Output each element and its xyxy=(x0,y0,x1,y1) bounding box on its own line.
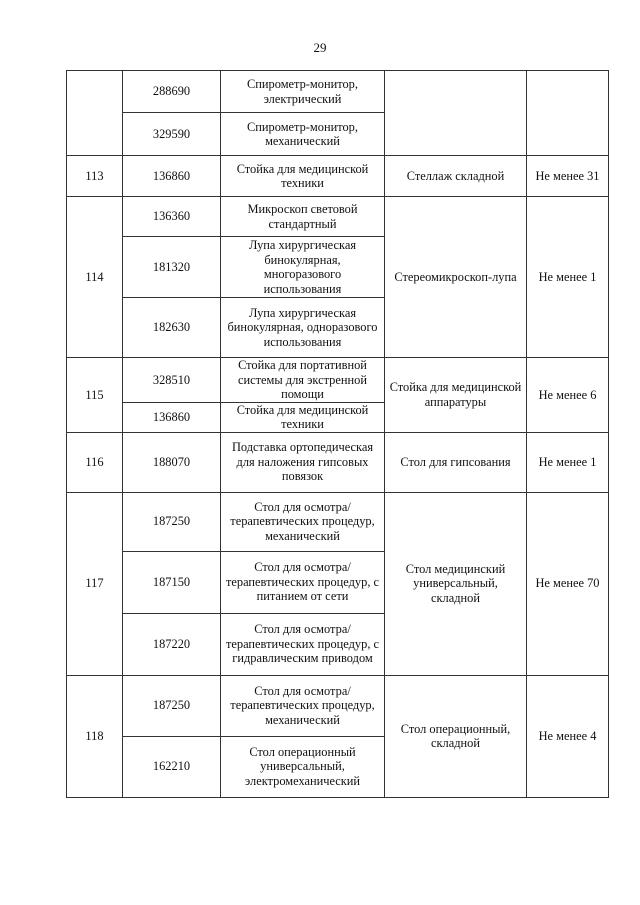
table-row xyxy=(67,675,609,736)
quantity-cell: Не менее 31 xyxy=(527,156,609,197)
equipment-cell: Стол медицинский универсальный, складной xyxy=(385,492,527,675)
device-name-cell: Спирометр-монитор, электрический xyxy=(221,71,385,113)
code-cell: 181320 xyxy=(123,237,221,298)
device-name-cell: Микроскоп световой стандартный xyxy=(221,197,385,237)
quantity-cell: Не менее 4 xyxy=(527,675,609,797)
table-row xyxy=(67,197,609,237)
device-name-cell: Стол для осмотра/терапевтических процедур, механический xyxy=(221,675,385,736)
device-name-cell: Стойка для медицинской техники xyxy=(221,402,385,432)
item-number-cell: 116 xyxy=(67,432,123,492)
equipment-cell: Стол для гипсования xyxy=(385,432,527,492)
code-cell: 187220 xyxy=(123,613,221,675)
code-cell: 188070 xyxy=(123,432,221,492)
code-cell: 182630 xyxy=(123,298,221,358)
code-cell: 136360 xyxy=(123,197,221,237)
equipment-table xyxy=(66,70,609,798)
table-row xyxy=(67,358,609,403)
quantity-cell: Не менее 1 xyxy=(527,197,609,358)
quantity-cell: Не менее 1 xyxy=(527,432,609,492)
equipment-cell: Стол операционный, складной xyxy=(385,675,527,797)
code-cell: 162210 xyxy=(123,736,221,797)
equipment-cell: Стойка для медицинской аппаратуры xyxy=(385,358,527,433)
device-name-cell: Лупа хирургическая бинокулярная, одноразового использования xyxy=(221,298,385,358)
device-name-cell: Стол для осмотра/терапевтических процедур, с питанием от сети xyxy=(221,551,385,613)
item-number-cell xyxy=(67,71,123,156)
code-cell: 288690 xyxy=(123,71,221,113)
device-name-cell: Подставка ортопедическая для наложения гипсовых повязок xyxy=(221,432,385,492)
quantity-cell: Не менее 70 xyxy=(527,492,609,675)
quantity-cell xyxy=(527,71,609,156)
item-number-cell: 118 xyxy=(67,675,123,797)
device-name-cell: Стол для осмотра/терапевтических процедур, механический xyxy=(221,492,385,551)
code-cell: 136860 xyxy=(123,156,221,197)
item-number-cell: 113 xyxy=(67,156,123,197)
table-body xyxy=(67,71,609,798)
item-number-cell: 115 xyxy=(67,358,123,433)
code-cell: 187250 xyxy=(123,492,221,551)
device-name-cell: Спирометр-монитор, механический xyxy=(221,113,385,156)
item-number-cell: 114 xyxy=(67,197,123,358)
device-name-cell: Стол для осмотра/терапевтических процедур, с гидравлическим приводом xyxy=(221,613,385,675)
code-cell: 328510 xyxy=(123,358,221,403)
table-row xyxy=(67,492,609,551)
table-row xyxy=(67,432,609,492)
equipment-cell: Стеллаж складной xyxy=(385,156,527,197)
device-name-cell: Стойка для портативной системы для экстренной помощи xyxy=(221,358,385,403)
quantity-cell: Не менее 6 xyxy=(527,358,609,433)
device-name-cell: Стойка для медицинской техники xyxy=(221,156,385,197)
item-number-cell: 117 xyxy=(67,492,123,675)
code-cell: 136860 xyxy=(123,402,221,432)
table-row xyxy=(67,71,609,113)
page-number: 29 xyxy=(313,40,327,55)
device-name-cell: Лупа хирургическая бинокулярная, многоразового использования xyxy=(221,237,385,298)
code-cell: 329590 xyxy=(123,113,221,156)
code-cell: 187150 xyxy=(123,551,221,613)
equipment-cell xyxy=(385,71,527,156)
device-name-cell: Стол операционный универсальный, электромеханический xyxy=(221,736,385,797)
equipment-cell: Стереомикроскоп-лупа xyxy=(385,197,527,358)
code-cell: 187250 xyxy=(123,675,221,736)
table-row xyxy=(67,156,609,197)
